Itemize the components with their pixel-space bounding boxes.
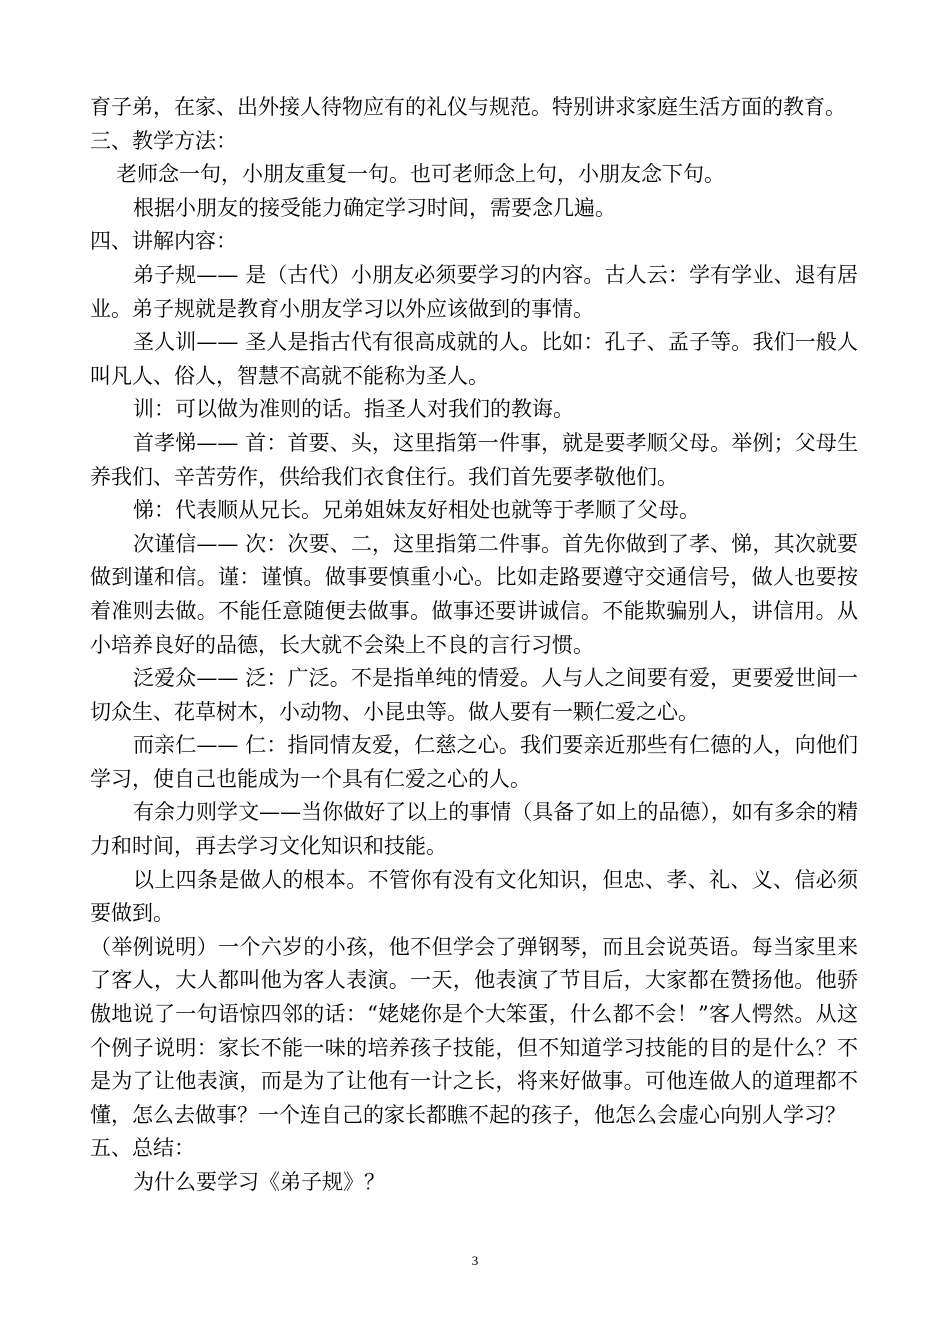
paragraph-youyuli: 有余力则学文——当你做好了以上的事情（具备了如上的品德），如有多余的精力和时间，再去学习文化知识和技能。 [90,800,858,859]
page-number: 3 [471,1253,479,1268]
paragraph-intro-continuation: 育子弟，在家、出外接人待物应有的礼仪与规范。特别讲求家庭生活方面的教育。 [90,95,846,119]
paragraph-xun: 训：可以做为准则的话。指圣人对我们的教诲。 [133,397,574,422]
paragraph-teaching-method-2: 根据小朋友的接受能力确定学习时间，需要念几遍。 [133,195,616,220]
document-body [90,91,858,1200]
section-heading-summary: 五、总结： [90,1136,195,1161]
paragraph-ti: 悌：代表顺从兄长。兄弟姐妹友好相处也就等于孝顺了父母。 [133,498,700,523]
paragraph-four-principles: 以上四条是做人的根本。不管你有没有文化知识，但忠、孝、礼、义、信必须要做到。 [90,867,858,926]
section-heading-explanation: 四、讲解内容： [90,229,237,254]
paragraph-dizigui: 弟子规—— 是（古代）小朋友必须要学习的内容。古人云：学有学业、退有居业。弟子规就是教育小朋友学习以外应该做到的事情。 [90,262,858,321]
paragraph-shengrenxun: 圣人训—— 圣人是指古代有很高成就的人。比如：孔子、孟子等。我们一般人叫凡人、俗人，智慧不高就不能称为圣人。 [90,330,858,388]
paragraph-shouxiaoti: 首孝悌—— 首：首要、头，这里指第一件事，就是要孝顺父母。举例；父母生养我们、辛苦劳作，供给我们衣食住行。我们首先要孝敬他们。 [90,430,858,489]
paragraph-erqinren: 而亲仁—— 仁：指同情友爱，仁慈之心。我们要亲近那些有仁德的人，向他们学习，使自己也能成为一个具有仁爱之心的人。 [90,733,858,791]
paragraph-cijinxin: 次谨信—— 次：次要、二，这里指第二件事。首先你做到了孝、悌，其次就要做到谨和信。谨：谨慎。做事要慎重小心。比如走路要遵守交通信号，做人也要按着准则去做。不能任意随便去做事。做事还要讲诚信。不能欺骗别人，讲信用。从小培养良好的品德，长大就不会染上不良的言行习惯。 [90,531,858,657]
paragraph-fanaizhong: 泛爱众—— 泛：广泛。不是指单纯的情爱。人与人之间要有爱，更要爱世间一切众生、花草树木，小动物、小昆虫等。做人要有一颗仁爱之心。 [90,666,858,724]
paragraph-teaching-method-1: 老师念一句，小朋友重复一句。也可老师念上句，小朋友念下句。 [116,162,725,187]
paragraph-example: （举例说明）一个六岁的小孩，他不但学会了弹钢琴，而且会说英语。每当家里来了客人，大人都叫他为客人表演。一天，他表演了节目后，大家都在赞扬他。他骄傲地说了一句语惊四邻的话：“姥姥你是个大笨蛋，什么都不会！”客人愕然。从这个例子说明：家长不能一味的培养孩子技能，但不知道学习技能的目的是什么？不是为了让他表演，而是为了让他有一计之长，将来好做事。可他连做人的道理都不懂，怎么去做事？一个连自己的家长都瞧不起的孩子，他怎么会虚心向别人学习？ [90,934,858,1127]
paragraph-summary-question: 为什么要学习《弟子规》？ [133,1170,385,1194]
section-heading-teaching-method: 三、教学方法： [90,128,237,153]
